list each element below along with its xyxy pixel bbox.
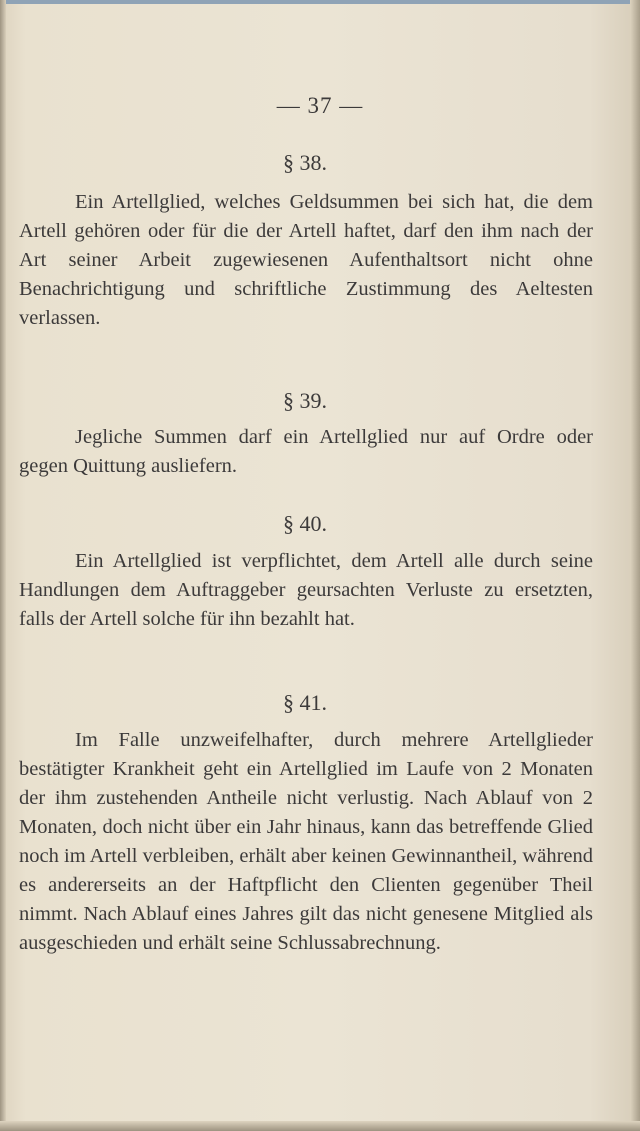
page-bottom-edge: [0, 1121, 640, 1131]
section-41-heading: § 41.: [283, 690, 327, 715]
section-39-heading: § 39.: [283, 388, 327, 413]
section-40-heading: § 40.: [283, 511, 327, 536]
section-38-text: Ein Artellglied, welches Geldsummen bei sich hat, die dem Artell gehören oder für die der Artell haftet, darf den ihm nach der Art seiner Arbeit zugewiesenen Aufenthaltsort nicht ohne Benachrichtigung und schriftliche Zustimmung des Aeltesten verlassen.: [19, 191, 593, 329]
page-number: — 37 —: [276, 93, 364, 118]
page-top-edge: [0, 0, 640, 4]
section-41-text: Im Falle unzweifelhafter, durch mehrere Artellglieder bestätigter Krankheit geht ein Artellglied im Laufe von 2 Monaten der ihm zustehenden Antheile nicht verlustig. Nach Ablauf von 2 Monaten, doch nicht über ein Jahr hinaus, kann das betreffende Glied noch im Artell verbleiben, erhält aber keinen Gewinnantheil, während es andererseits an der Haftpflicht den Clienten gegenüber Theil nimmt. Nach Ablauf eines Jahres gilt das nicht genesene Mitglied als ausgeschieden und erhält seine Schlussabrechnung.: [19, 729, 593, 954]
page-right-edge: [630, 0, 640, 1131]
section-38-heading: § 38.: [283, 150, 327, 175]
section-39-text: Jegliche Summen darf ein Artellglied nur auf Ordre oder gegen Quittung ausliefern.: [19, 426, 593, 477]
section-40-text: Ein Artellglied ist verpflichtet, dem Artell alle durch seine Handlungen dem Auftraggeber geursachten Verluste zu ersetzten, falls der Artell solche für ihn bezahlt hat.: [19, 550, 593, 630]
